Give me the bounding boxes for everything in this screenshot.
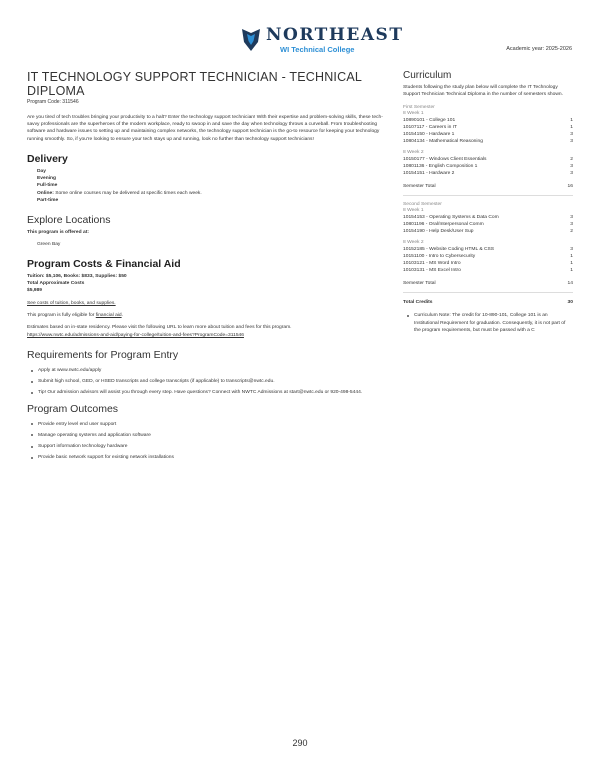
program-title: IT TECHNOLOGY SUPPORT TECHNICIAN - TECHNICAL DIPLOMA <box>27 70 362 98</box>
course-row: 10150177 - Windows Client Essentials 2 <box>403 157 573 163</box>
semester-name: Second Semester <box>403 202 442 208</box>
financial-aid-text: This program is fully eligible for financial aid. <box>27 313 123 319</box>
total-cost-label: Total Approximate Costs <box>27 281 85 287</box>
curriculum-panel <box>403 70 573 334</box>
total-credits-row: Total Credits 30 <box>403 300 573 306</box>
course-row: 10154153 - Operating Systems & Data Com 3 <box>403 215 573 221</box>
list-item: Provide basic network support for existing network installations <box>27 454 387 461</box>
costs-heading: Program Costs & Financial Aid <box>27 257 181 270</box>
semester-block <box>403 105 573 190</box>
college-logo <box>240 26 403 54</box>
page-header <box>0 0 600 62</box>
course-row: 10107117 - Careers in IT 1 <box>403 125 573 131</box>
delivery-list <box>27 168 387 204</box>
course-row: 10152185 - Website Coding HTML & CSS 3 <box>403 247 573 253</box>
curriculum-heading: Curriculum <box>403 70 452 81</box>
offered-at-label: This program is offered at: <box>27 230 89 236</box>
course-row: 10801196 - Oral/Interpersonal Comm 3 <box>403 222 573 228</box>
course-row: 10890101 - College 101 1 <box>403 118 573 124</box>
tuition-url-link[interactable]: https://www.nwtc.edu/admissions-and-aid/paying-for-college/tuition-and-fees?ProgramCode=311546 <box>27 332 244 338</box>
list-item: Tip! Our admission advisors will assist you through every step. Have questions? Connect with NWTC Admissions at start@nwtc.edu or 920-498-5444. <box>27 389 387 396</box>
estimates-note: Estimates based on in-state residency. Please visit the following URL to learn more about tuition and fees for this program. <box>27 325 292 331</box>
term-label: 8 Week 2 <box>403 240 424 246</box>
course-row: 10801136 - English Composition 1 3 <box>403 164 573 170</box>
list-item: Support information technology hardware <box>27 443 387 450</box>
course-row: 10154151 - Hardware 2 3 <box>403 171 573 177</box>
page-number: 290 <box>292 738 308 748</box>
semester-block <box>403 202 573 287</box>
logo-name: NORTHEAST <box>266 25 404 45</box>
academic-year: Academic year: 2025-2026 <box>506 46 572 52</box>
semester-total-row: Semester Total 16 <box>403 184 573 190</box>
delivery-item: Part-time <box>37 198 59 203</box>
requirements-heading: Requirements for Program Entry <box>27 348 179 361</box>
curriculum-note: Curriculum Note: The credit for 10-890-101, College 101 is an Institutional Requirement for graduation. Consequently, it is not part of the program requirements, but must be passed with a C <box>403 312 573 334</box>
list-item: Submit high school, GED, or HSED transcripts and college transcripts (if applicable) to transcripts@nwtc.edu. <box>27 378 387 385</box>
divider <box>403 195 573 196</box>
semester-name: First Semester <box>403 105 435 111</box>
locations-heading: Explore Locations <box>27 214 111 227</box>
curriculum-note-list <box>403 312 573 334</box>
outcomes-heading: Program Outcomes <box>27 402 119 415</box>
program-details <box>27 70 387 465</box>
term-label: 8 Week 1 <box>403 111 424 117</box>
cost-breakdown: Tuition: $5,106, Books: $833, Supplies: $50 <box>27 273 127 279</box>
delivery-item: Full-time <box>37 183 58 189</box>
course-row: 10151100 - Intro to Cybersecurity 1 <box>403 254 573 260</box>
logo-subtitle: WI Technical College <box>280 45 355 54</box>
term-label: 8 Week 1 <box>403 208 424 214</box>
term-label: 8 Week 2 <box>403 150 424 156</box>
course-row: 10804134 - Mathematical Reasoning 3 <box>403 139 573 145</box>
see-costs-link[interactable]: See costs of tuition, books, and supplies. <box>27 300 116 306</box>
delivery-item: Evening <box>37 176 57 182</box>
program-intro: Are you tired of tech troubles bringing your productivity to a halt? Enter the technology support technician! With their expertise and problem-solving skills, these tech-savvy professionals are the superheroes of the modern workplace, ready to swoop in and save the day when technology throws a curveball. From troubleshooting software and hardware issues to setting up and maintaining complex networks, the technology support technician is the go-to resource for keeping your technology running smoothly. So, if you're looking to ensure your tech stays up and running, look no further than technology support technicians! <box>27 115 383 142</box>
requirements-list <box>27 367 387 397</box>
course-row: 10154190 - Help Desk/User Sup 2 <box>403 229 573 235</box>
course-row: 10103121 - MS Word Intro 1 <box>403 261 573 267</box>
outcomes-list <box>27 421 387 462</box>
semester-total-row: Semester Total 14 <box>403 281 573 287</box>
list-item: Provide entry level end user support <box>27 421 387 428</box>
list-item: Apply at www.nwtc.edu/apply <box>27 367 387 374</box>
list-item: Manage operating systems and application software <box>27 432 387 439</box>
program-code: Program Code: 311546 <box>27 99 79 105</box>
course-row: 10103131 - MS Excel Intro 1 <box>403 268 573 274</box>
delivery-item: Day <box>37 168 46 174</box>
delivery-heading: Delivery <box>27 152 68 165</box>
financial-aid-link[interactable]: financial aid <box>95 313 122 319</box>
curriculum-intro: Students following the study plan below will complete the IT Technology Support Technician Technical Diploma in the number of semesters shown. <box>403 85 563 98</box>
delivery-item: Online: Some online courses may be delivered at specific times each week. <box>37 190 202 196</box>
course-row: 10154150 - Hardware 1 3 <box>403 132 573 138</box>
total-cost-value: $5,989 <box>27 288 42 294</box>
shield-logo-icon <box>240 27 262 53</box>
campus-name: Green Bay <box>37 241 61 247</box>
divider <box>403 292 573 293</box>
